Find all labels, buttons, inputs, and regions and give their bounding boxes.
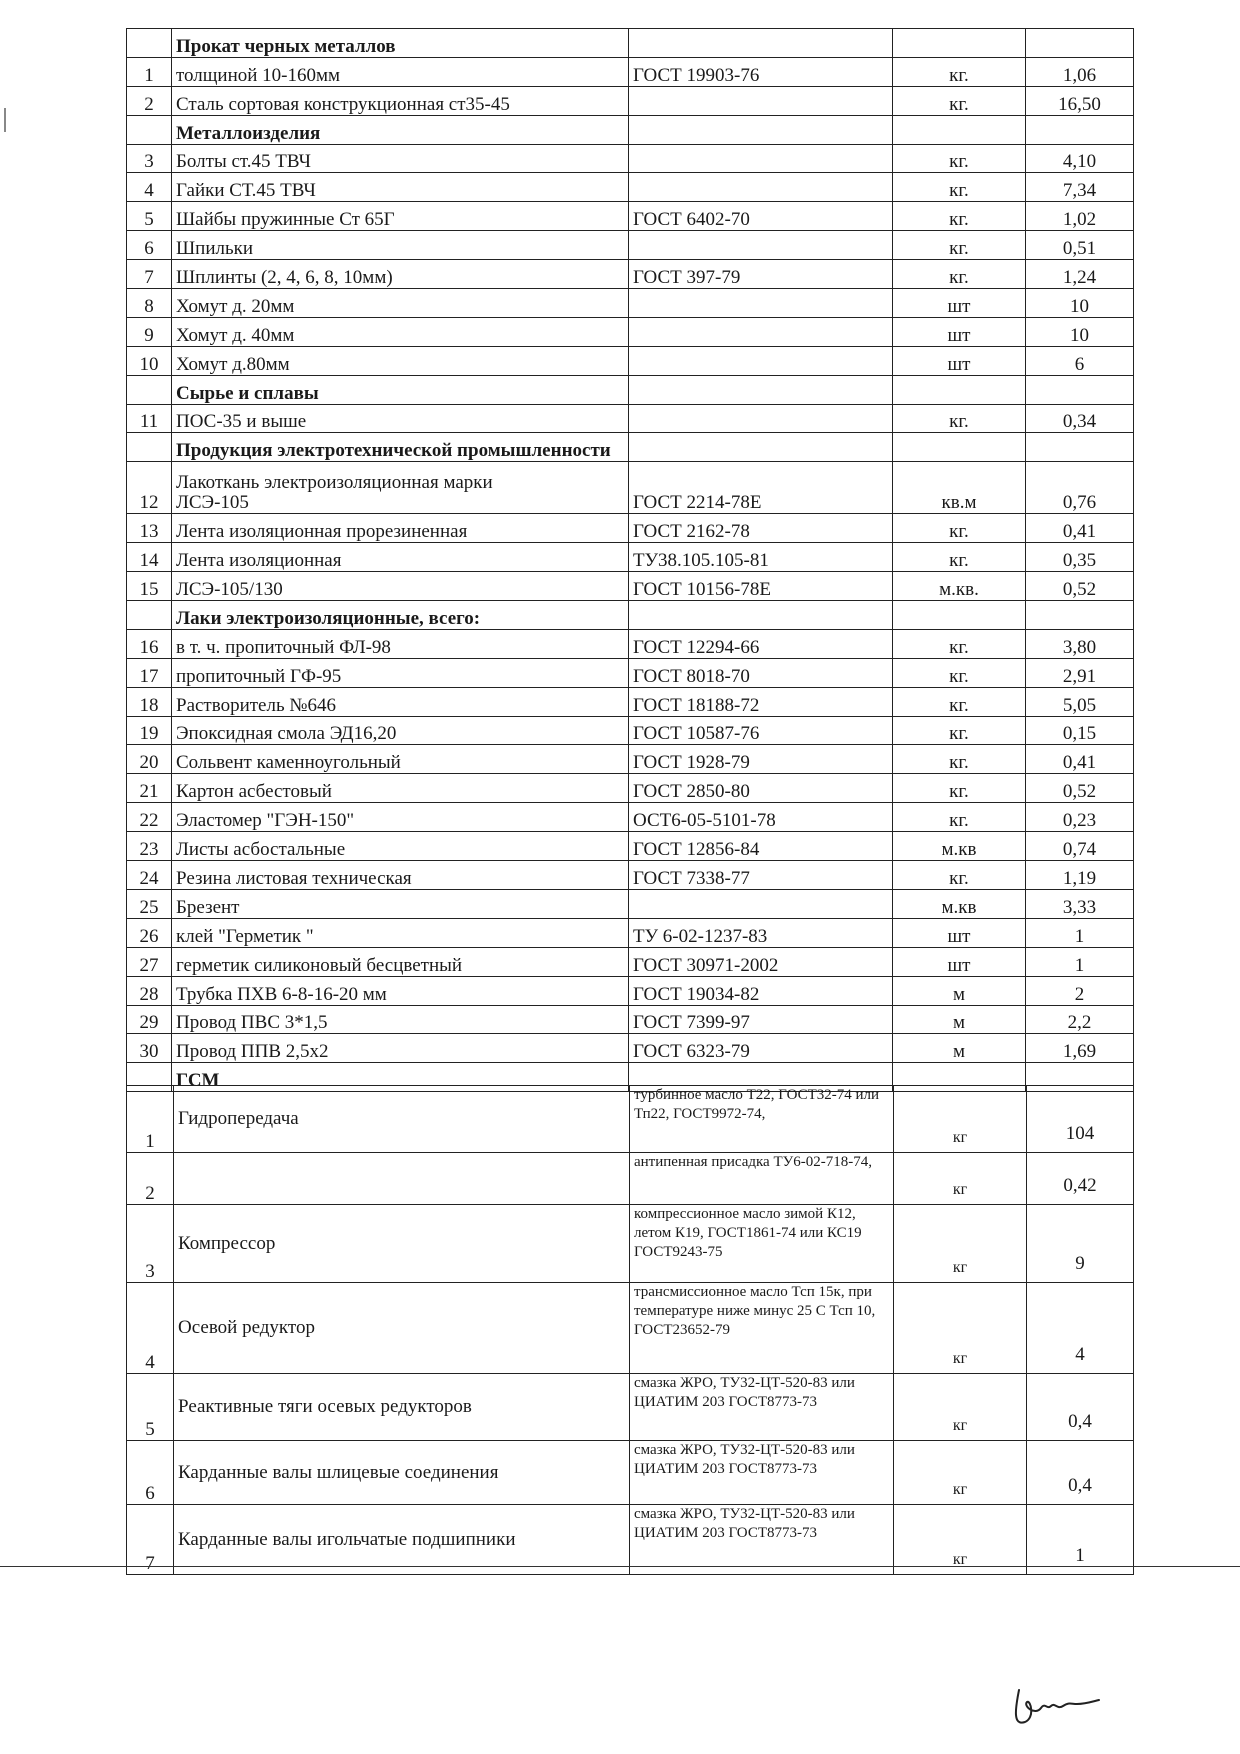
quantity: 1,02 [1026,202,1134,231]
table-row [127,231,1134,260]
unit: кг. [893,745,1026,774]
standard [629,173,893,202]
row-number: 27 [127,947,172,976]
standard [629,433,893,462]
item-name: толщиной 10-160мм [172,57,629,86]
standard: ГОСТ 30971-2002 [629,947,893,976]
item-name: клей "Герметик " [172,918,629,947]
unit: кг. [893,514,1026,543]
section-row [127,115,1134,144]
quantity: 0,51 [1026,231,1134,260]
quantity: 0,42 [1027,1153,1134,1205]
standard: ГОСТ 6402-70 [629,202,893,231]
quantity: 7,34 [1026,173,1134,202]
table-row [127,861,1134,890]
row-number: 18 [127,687,172,716]
unit: шт [893,346,1026,375]
lubricant-spec: смазка ЖРО, ТУ32-ЦТ-520-83 или ЦИАТИМ 203 ГОСТ8773-73 [630,1374,894,1441]
unit: кг. [893,57,1026,86]
lubricants-table-body [127,1086,1134,1575]
row-number: 26 [127,918,172,947]
lubricant-spec: турбинное масло Т22, ГОСТ32-74 или Тп22, ГОСТ9972-74, [630,1086,894,1153]
row-number: 2 [127,1153,174,1205]
quantity: 0,15 [1026,716,1134,745]
item-name: Карданные валы игольчатые подшипники [174,1505,630,1575]
quantity: 0,4 [1027,1441,1134,1505]
row-number: 11 [127,404,172,433]
item-name: Трубка ПХВ 6-8-16-20 мм [172,976,629,1005]
table-row [127,289,1134,318]
unit: кг. [893,629,1026,658]
item-name: Болты ст.45 ТВЧ [172,144,629,173]
section-title: ГСМ [172,1063,629,1092]
item-name: Лента изоляционная [172,543,629,572]
unit: м [893,1005,1026,1034]
quantity [1026,375,1134,404]
item-name: Провод ПВС 3*1,5 [172,1005,629,1034]
row-number: 17 [127,658,172,687]
row-number: 3 [127,1205,174,1283]
quantity: 2,91 [1026,658,1134,687]
row-number: 21 [127,774,172,803]
row-number: 5 [127,1374,174,1441]
standard [629,115,893,144]
section-title: Лаки электроизоляционные, всего: [172,601,629,630]
unit: кг. [893,173,1026,202]
item-name: Хомут д. 20мм [172,289,629,318]
unit: кг. [893,543,1026,572]
item-name: Эластомер "ГЭН-150" [172,803,629,832]
standard [629,231,893,260]
table-row [127,346,1134,375]
quantity: 0,4 [1027,1374,1134,1441]
quantity: 6 [1026,346,1134,375]
standard: ГОСТ 2162-78 [629,514,893,543]
table-row [127,889,1134,918]
quantity: 0,34 [1026,404,1134,433]
row-number: 14 [127,543,172,572]
row-number [127,29,172,58]
row-number: 19 [127,716,172,745]
unit: кг. [893,861,1026,890]
table-row [127,976,1134,1005]
item-name: Осевой редуктор [174,1283,630,1374]
item-name: пропиточный ГФ-95 [172,658,629,687]
row-number [127,601,172,630]
row-number: 24 [127,861,172,890]
row-number: 6 [127,231,172,260]
standard: ГОСТ 10156-78Е [629,572,893,601]
item-name: Резина листовая техническая [172,861,629,890]
lubricant-spec: смазка ЖРО, ТУ32-ЦТ-520-83 или ЦИАТИМ 203 ГОСТ8773-73 [630,1441,894,1505]
lubricant-spec: антипенная присадка ТУ6-02-718-74, [630,1153,894,1205]
quantity: 0,23 [1026,803,1134,832]
item-name: Провод ППВ 2,5х2 [172,1034,629,1063]
standard: ГОСТ 7399-97 [629,1005,893,1034]
table-row [127,404,1134,433]
table-row [127,514,1134,543]
quantity: 1,24 [1026,260,1134,289]
quantity: 0,76 [1026,462,1134,514]
materials-table-body [127,29,1134,1092]
unit: кг [894,1153,1027,1205]
row-number: 22 [127,803,172,832]
standard [629,375,893,404]
table-row [127,202,1134,231]
unit: кг. [893,774,1026,803]
row-number: 4 [127,1283,174,1374]
unit: кг. [893,260,1026,289]
standard: ГОСТ 19034-82 [629,976,893,1005]
standard: ГОСТ 2850-80 [629,774,893,803]
standard [629,601,893,630]
unit: кг. [893,231,1026,260]
unit: м [893,1034,1026,1063]
unit: кг [894,1505,1027,1575]
table-row [127,86,1134,115]
standard [629,404,893,433]
unit [893,375,1026,404]
quantity: 1 [1026,947,1134,976]
item-name: Гидропередача [174,1086,630,1153]
row-number: 12 [127,462,172,514]
item-name: Листы асбостальные [172,832,629,861]
row-number: 29 [127,1005,172,1034]
table-row [127,462,1134,514]
row-number: 7 [127,260,172,289]
quantity: 9 [1027,1205,1134,1283]
standard: ГОСТ 18188-72 [629,687,893,716]
item-name: Брезент [172,889,629,918]
row-number: 4 [127,173,172,202]
unit: м.кв. [893,572,1026,601]
row-number: 16 [127,629,172,658]
unit: шт [893,918,1026,947]
lubricant-row [127,1205,1134,1283]
unit: кг. [893,716,1026,745]
item-name-line: ЛСЭ-105 [176,492,249,514]
unit [893,115,1026,144]
row-number: 10 [127,346,172,375]
item-name: ПОС-35 и выше [172,404,629,433]
item-name: Хомут д.80мм [172,346,629,375]
quantity: 16,50 [1026,86,1134,115]
section-row [127,375,1134,404]
lubricant-row [127,1505,1134,1575]
lubricant-spec: компрессионное масло зимой К12, летом К19, ГОСТ1861-74 или КС19 ГОСТ9243-75 [630,1205,894,1283]
standard: ГОСТ 10587-76 [629,716,893,745]
item-name: Реактивные тяги осевых редукторов [174,1374,630,1441]
quantity: 3,80 [1026,629,1134,658]
lubricant-spec: смазка ЖРО, ТУ32-ЦТ-520-83 или ЦИАТИМ 203 ГОСТ8773-73 [630,1505,894,1575]
lubricant-row [127,1153,1134,1205]
quantity: 0,41 [1026,514,1134,543]
quantity: 1 [1027,1505,1134,1575]
item-name: ЛСЭ-105/130 [172,572,629,601]
scan-artifact-tick [4,108,6,132]
row-number: 13 [127,514,172,543]
unit: кг. [893,144,1026,173]
table-row [127,918,1134,947]
standard: ГОСТ 2214-78Е [629,462,893,514]
quantity: 10 [1026,289,1134,318]
unit: кг. [893,803,1026,832]
row-number [127,115,172,144]
table-row [127,774,1134,803]
unit: шт [893,317,1026,346]
unit [893,433,1026,462]
row-number: 1 [127,1086,174,1153]
table-row [127,745,1134,774]
table-row [127,832,1134,861]
standard [629,317,893,346]
standard: ТУ38.105.105-81 [629,543,893,572]
item-name [172,462,629,514]
unit [893,601,1026,630]
table-row [127,57,1134,86]
item-name: Картон асбестовый [172,774,629,803]
table-row [127,144,1134,173]
table-row [127,317,1134,346]
row-number: 15 [127,572,172,601]
standard [629,86,893,115]
quantity: 2,2 [1026,1005,1134,1034]
row-number: 6 [127,1441,174,1505]
unit [893,29,1026,58]
unit: кг. [893,86,1026,115]
table-row [127,173,1134,202]
unit: кв.м [893,462,1026,514]
row-number: 8 [127,289,172,318]
quantity: 1,19 [1026,861,1134,890]
unit: кг [894,1086,1027,1153]
item-name: Лента изоляционная прорезиненная [172,514,629,543]
materials-table [126,28,1134,1092]
quantity: 104 [1027,1086,1134,1153]
row-number: 5 [127,202,172,231]
standard: ГОСТ 19903-76 [629,57,893,86]
item-name: Шайбы пружинные Ст 65Г [172,202,629,231]
quantity: 10 [1026,317,1134,346]
standard [629,346,893,375]
section-row [127,601,1134,630]
standard: ТУ 6-02-1237-83 [629,918,893,947]
unit: м.кв [893,832,1026,861]
standard: ГОСТ 12294-66 [629,629,893,658]
table-row [127,1034,1134,1063]
row-number: 30 [127,1034,172,1063]
item-name: Карданные валы шлицевые соединения [174,1441,630,1505]
item-name: Шплинты (2, 4, 6, 8, 10мм) [172,260,629,289]
section-row [127,433,1134,462]
lubricant-row [127,1441,1134,1505]
lubricant-spec: трансмиссионное масло Тсп 15к, при температуре ниже минус 25 С Тсп 10, ГОСТ23652-79 [630,1283,894,1374]
standard [629,889,893,918]
table-row [127,716,1134,745]
quantity: 1,69 [1026,1034,1134,1063]
section-title: Металлоизделия [172,115,629,144]
quantity [1026,115,1134,144]
row-number: 9 [127,317,172,346]
unit: кг [894,1374,1027,1441]
standard: ОСТ6-05-5101-78 [629,803,893,832]
table-row [127,687,1134,716]
table-row [127,947,1134,976]
item-name: Эпоксидная смола ЭД16,20 [172,716,629,745]
row-number [127,375,172,404]
section-title: Продукция электротехнической промышленности [172,433,629,462]
unit: м [893,976,1026,1005]
unit: кг. [893,404,1026,433]
quantity [1026,601,1134,630]
quantity [1026,29,1134,58]
unit: кг [894,1283,1027,1374]
item-name: Компрессор [174,1205,630,1283]
lubricant-row [127,1086,1134,1153]
quantity: 0,35 [1026,543,1134,572]
item-name: Сталь сортовая конструкционная ст35-45 [172,86,629,115]
standard: ГОСТ 397-79 [629,260,893,289]
unit: кг [894,1441,1027,1505]
row-number: 20 [127,745,172,774]
unit: кг. [893,202,1026,231]
standard [629,144,893,173]
table-row [127,629,1134,658]
item-name: в т. ч. пропиточный ФЛ-98 [172,629,629,658]
item-name: Растворитель №646 [172,687,629,716]
item-name-line: Лакоткань электроизоляционная марки [176,472,493,494]
item-name: Гайки СТ.45 ТВЧ [172,173,629,202]
table-row [127,1005,1134,1034]
item-name: герметик силиконовый бесцветный [172,947,629,976]
row-number: 3 [127,144,172,173]
item-name: Шпильки [172,231,629,260]
unit: шт [893,289,1026,318]
quantity: 3,33 [1026,889,1134,918]
scan-artifact-line [0,1566,1240,1567]
quantity: 0,52 [1026,774,1134,803]
standard: ГОСТ 12856-84 [629,832,893,861]
table-row [127,260,1134,289]
quantity: 0,41 [1026,745,1134,774]
unit: кг. [893,687,1026,716]
quantity: 1,06 [1026,57,1134,86]
quantity: 5,05 [1026,687,1134,716]
item-name [174,1153,630,1205]
item-name: Сольвент каменноугольный [172,745,629,774]
lubricants-table [126,1085,1134,1575]
row-number: 7 [127,1505,174,1575]
row-number: 25 [127,889,172,918]
lubricant-row [127,1374,1134,1441]
section-title: Прокат черных металлов [172,29,629,58]
quantity: 1 [1026,918,1134,947]
quantity: 0,74 [1026,832,1134,861]
quantity: 2 [1026,976,1134,1005]
section-row [127,29,1134,58]
row-number: 28 [127,976,172,1005]
row-number: 23 [127,832,172,861]
lubricant-row [127,1283,1134,1374]
quantity: 0,52 [1026,572,1134,601]
row-number: 1 [127,57,172,86]
unit: кг. [893,658,1026,687]
table-row [127,803,1134,832]
standard: ГОСТ 8018-70 [629,658,893,687]
signature-mark [1005,1660,1105,1730]
table-row [127,572,1134,601]
section-title: Сырье и сплавы [172,375,629,404]
table-row [127,658,1134,687]
standard: ГОСТ 6323-79 [629,1034,893,1063]
quantity: 4,10 [1026,144,1134,173]
table-row [127,543,1134,572]
unit: шт [893,947,1026,976]
quantity [1026,433,1134,462]
row-number: 2 [127,86,172,115]
quantity: 4 [1027,1283,1134,1374]
standard: ГОСТ 1928-79 [629,745,893,774]
standard: ГОСТ 7338-77 [629,861,893,890]
standard [629,289,893,318]
standard [629,29,893,58]
row-number [127,433,172,462]
unit: кг [894,1205,1027,1283]
unit: м.кв [893,889,1026,918]
item-name: Хомут д. 40мм [172,317,629,346]
